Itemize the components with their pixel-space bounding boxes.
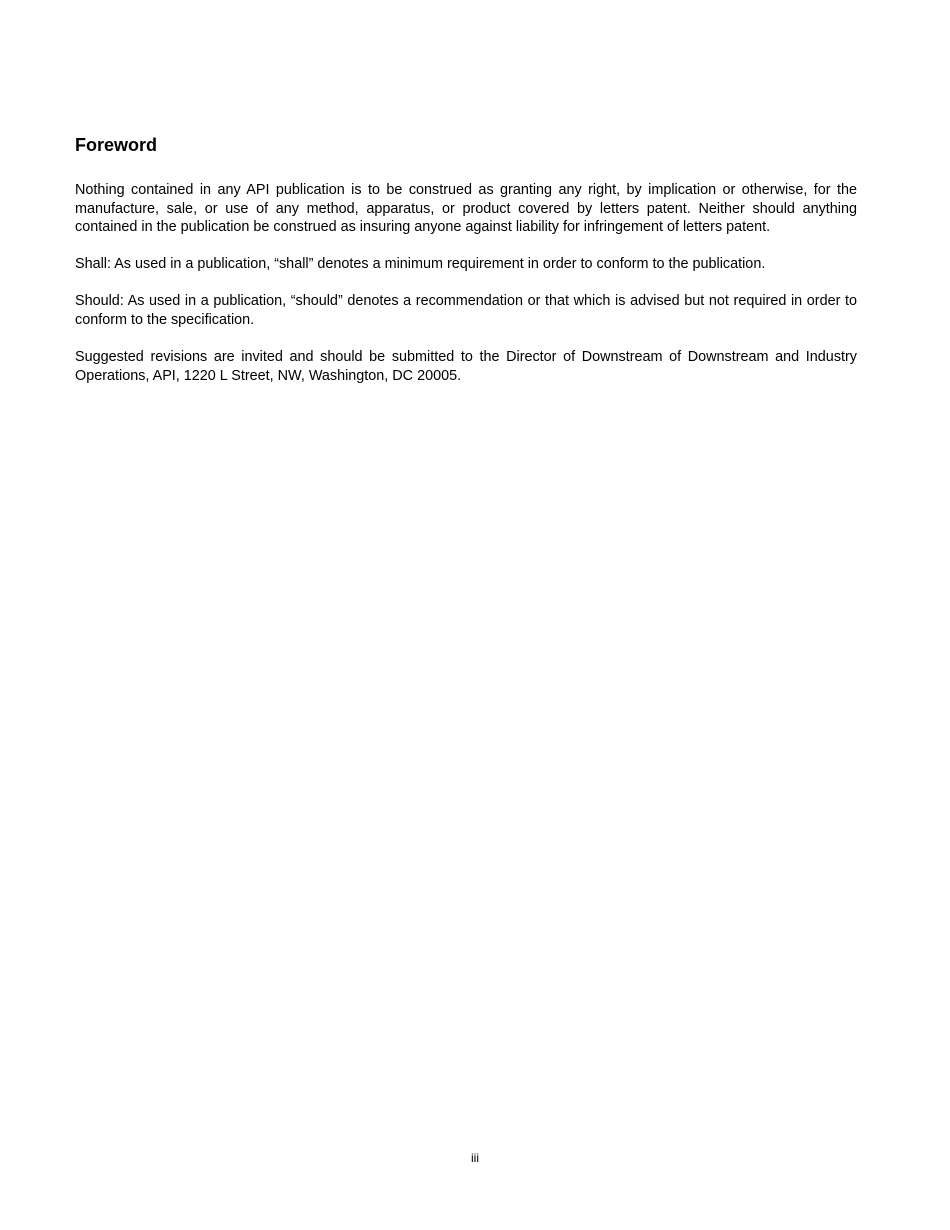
paragraph-should-definition: Should: As used in a publication, “should” denotes a recommendation or that which is advised but not required in order to conform to the specification.: [75, 293, 857, 328]
page-number: iii: [471, 1151, 479, 1165]
paragraph-shall-definition: Shall: As used in a publication, “shall” denotes a minimum requirement in order to conform to the publication.: [75, 256, 766, 273]
paragraph-patent-disclaimer: Nothing contained in any API publication is to be construed as granting any right, by implication or otherwise, for the manufacture, sale, or use of any method, apparatus, or product covered by letters patent. Neither should anything contained in the publication be construed as insuring anyone against liability for infringement of letters patent.: [75, 182, 857, 236]
paragraph-suggested-revisions: Suggested revisions are invited and should be submitted to the Director of Downstream of Downstream and Industry Operations, API, 1220 L Street, NW, Washington, DC 20005.: [75, 349, 857, 384]
document-page: [75, 0, 857, 1230]
foreword-heading: Foreword: [75, 135, 158, 155]
foreword-body: [75, 181, 857, 404]
